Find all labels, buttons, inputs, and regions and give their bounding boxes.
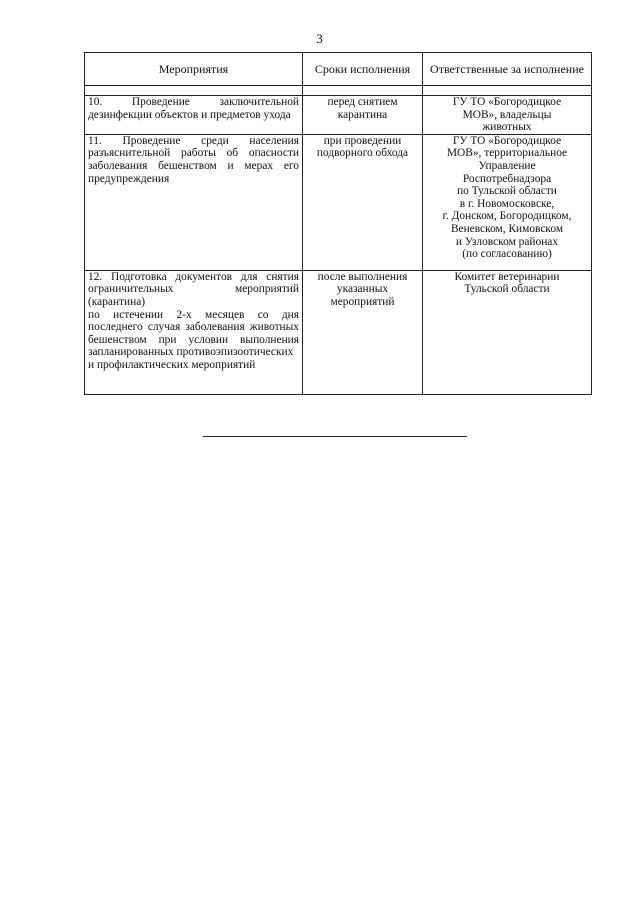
measures-table: [84, 52, 592, 395]
header-responsible: Ответственные за исполнение: [423, 53, 592, 86]
table-header-row: [85, 53, 592, 86]
responsible-cell: ГУ ТО «Богородицкое МОВ», территориальное Управление Роспотребнадзора по Тульской области в г. Новомосковске, г. Донском, Богородицком, Веневском, Кимовском и Узловском районах (по согласованию): [423, 134, 592, 270]
spacer-cell: [303, 86, 423, 96]
spacer-cell: [85, 86, 303, 96]
table-row: [85, 96, 592, 135]
deadline-cell: после выполнения указанных мероприятий: [303, 270, 423, 394]
table-row: [85, 270, 592, 394]
deadline-cell: перед снятием карантина: [303, 96, 423, 135]
responsible-cell: ГУ ТО «Богородицкое МОВ», владельцы животных: [423, 96, 592, 135]
responsible-cell: Комитет ветеринарии Тульской области: [423, 270, 592, 394]
header-deadlines: Сроки исполнения: [303, 53, 423, 86]
deadline-cell: при проведении подворного обхода: [303, 134, 423, 270]
table-spacer-row: [85, 86, 592, 96]
spacer-cell: [423, 86, 592, 96]
action-cell: 11. Проведение среди населения разъяснительной работы об опасности заболевания бешенством и мерах его предупреждения: [85, 134, 303, 270]
action-cell: 12. Подготовка документов для снятия ограничительных мероприятий (карантина) по истечении 2-х месяцев со дня последнего случая заболевания животных бешенством при условии выполнения запланированных противоэпизоотических и профилактических мероприятий: [85, 270, 303, 394]
closing-divider-line: [203, 436, 467, 437]
table-row: [85, 134, 592, 270]
header-actions: Мероприятия: [85, 53, 303, 86]
page-number: 3: [316, 31, 323, 46]
action-cell: 10. Проведение заключительной дезинфекции объектов и предметов ухода: [85, 96, 303, 135]
